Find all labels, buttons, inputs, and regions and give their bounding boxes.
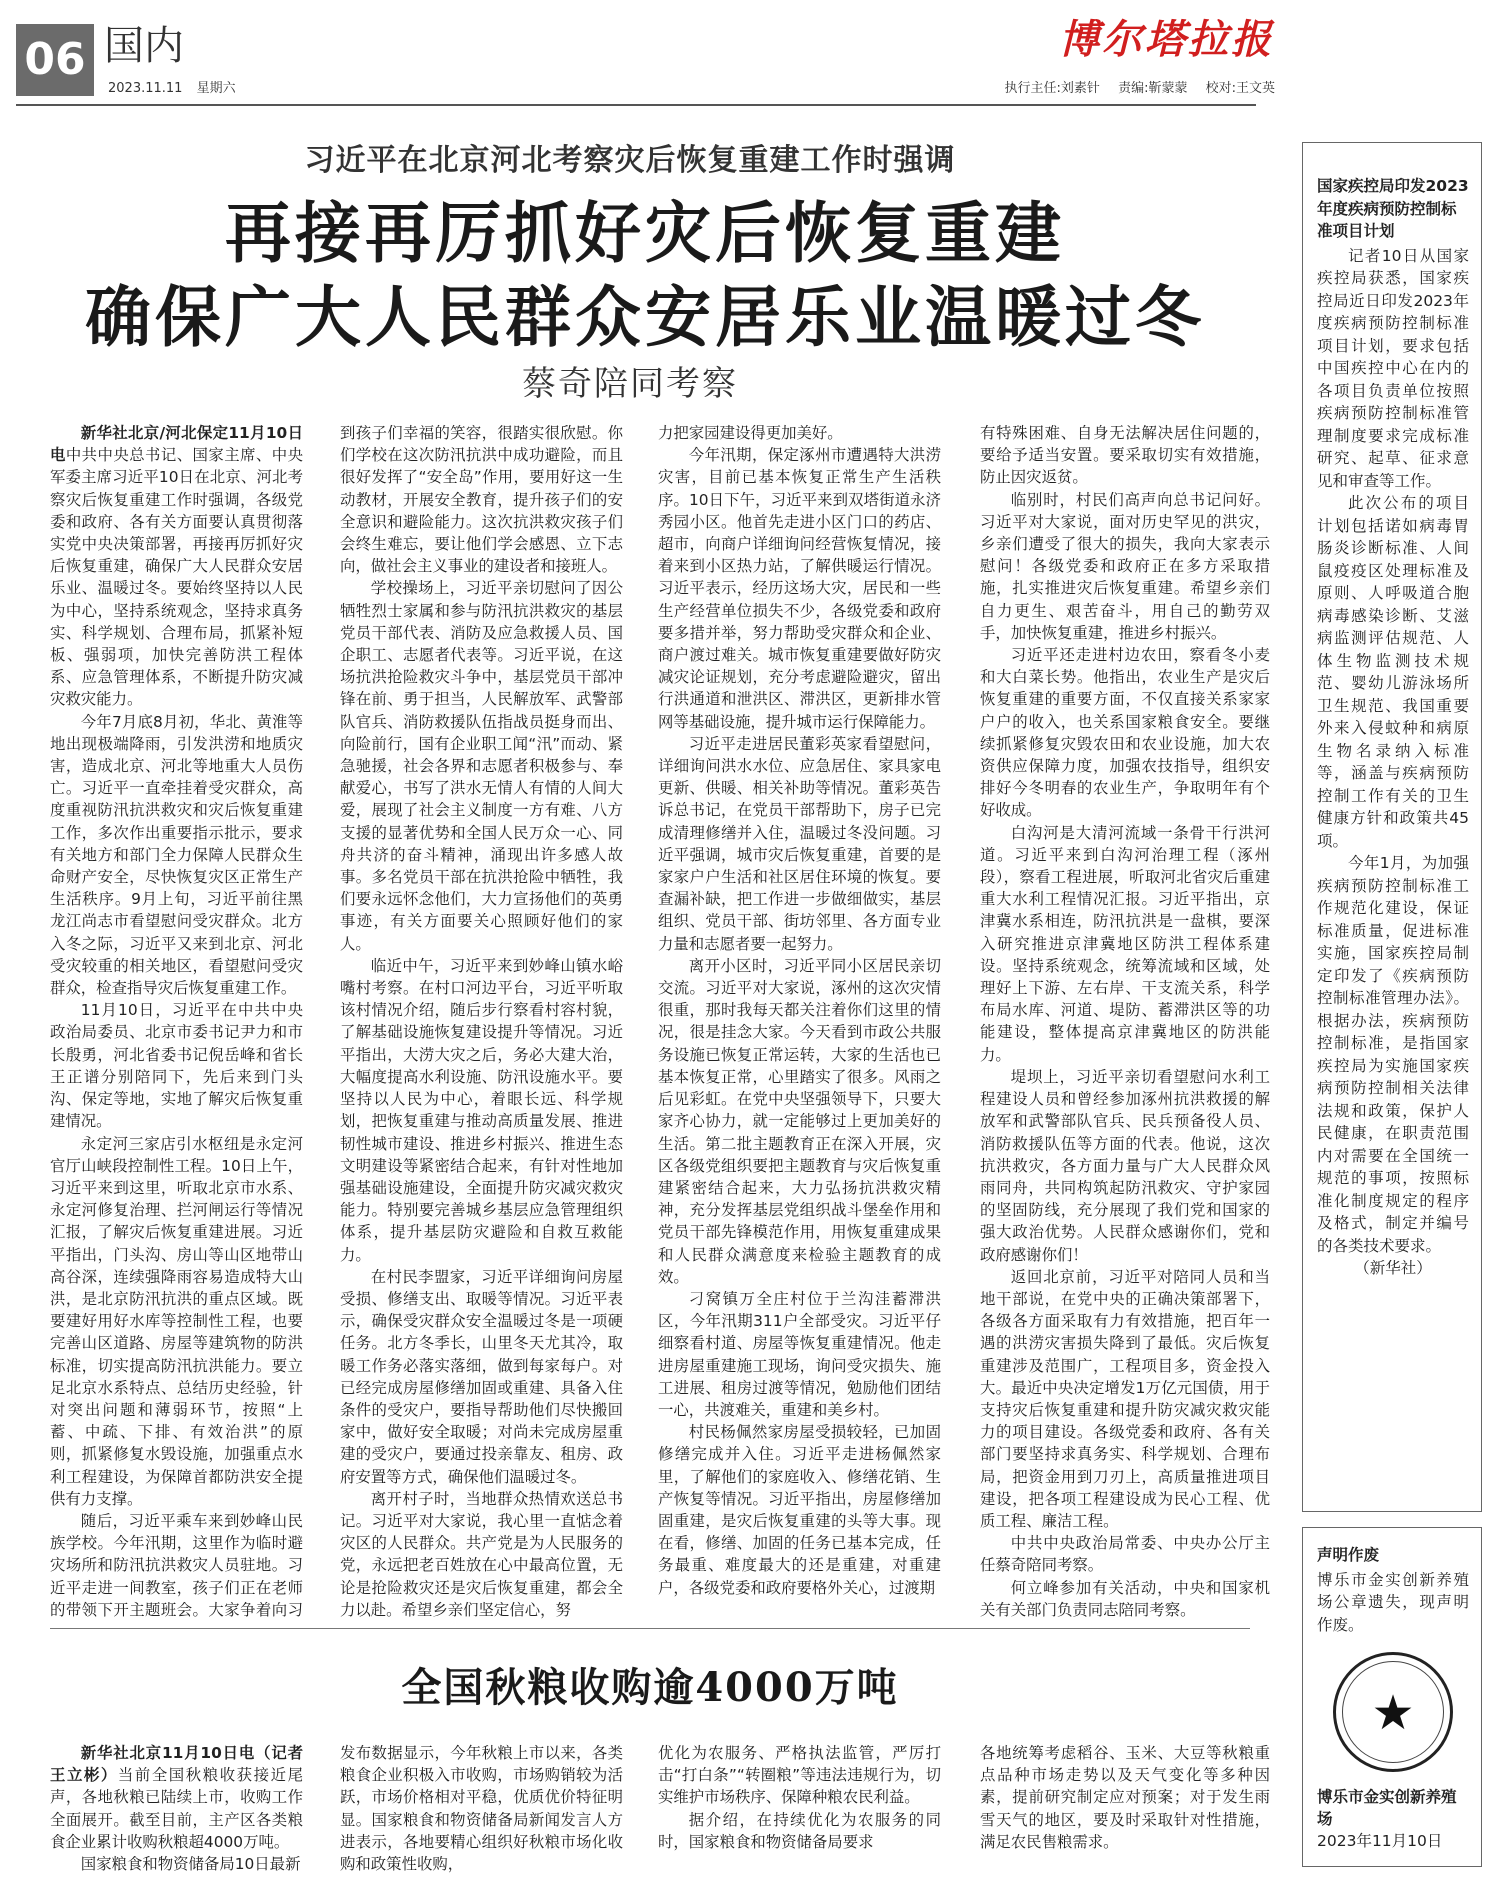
void-notice-title: 声明作废 <box>1317 1546 1380 1564</box>
paragraph: 中共中央政治局常委、中央办公厅主任蔡奇陪同考察。 <box>980 1534 1270 1575</box>
notice-source: （新华社） <box>1354 1259 1432 1277</box>
paragraph: 到孩子们幸福的笑容，很踏实很欣慰。你们学校在这次防汛抗洪中成功避险，而且很好发挥了“安全岛”作用，要用好这一生动教材，开展安全教育，提升孩子们的安全意识和避险能力。这次抗洪救灾孩子们会终生难忘，要让他们学会感恩、立下志向，做社会主义事业的建设者和接班人。 <box>340 424 623 576</box>
paragraph: 习近平还走进村边农田，察看冬小麦和大白菜长势。他指出，农业生产是灾后恢复重建的重要方面，不仅直接关系家家户户的收入，也关系国家粮食安全。要继续抓紧修复灾毁农田和农业设施，加大农资供应保障力度，加强农技指导，组织安排好今冬明春的农业生产，争取明年有个好收成。 <box>980 646 1270 820</box>
issue-date <box>108 80 236 98</box>
notice-title: 国家疾控局印发2023年度疾病预防控制标准项目计划 <box>1317 177 1469 240</box>
paragraph: 临近中午，习近平来到妙峰山镇水峪嘴村考察。在村口河边平台，习近平听取该村情况介绍，随后步行察看村容村貌，了解基础设施恢复建设提升等情况。习近平指出，大涝大灾之后，务必大建大治，大幅度提高水利设施、防汛设施水平。要坚持以人民为中心，着眼长远、科学规划，把恢复重建与推动高质量发展、推进韧性城市建设、推进乡村振兴、推进生态文明建设等紧密结合起来，有针对性地加强基础设施建设，全面提升防灾减灾救灾能力。特别要完善城乡基层应急管理组织体系，提升基层防灾避险和自救互救能力。 <box>340 956 623 1264</box>
paragraph: 各地统筹考虑稻谷、玉米、大豆等秋粮重点品种市场走势以及天气变化等多种因素，提前研究制定应对预案；对于发生雨雪天气的地区，要及时采取针对性措施，满足农民售粮需求。 <box>980 1744 1270 1851</box>
signoff-date: 2023年11月10日 <box>1317 1832 1443 1850</box>
editor-credits <box>1005 80 1275 98</box>
paragraph: 习近平走进居民董彩英家看望慰问，详细询问洪水水位、应急居住、家具家电更新、供暖、相关补助等情况。董彩英告诉总书记，在党员干部帮助下，房子已完成清理修缮并入住，温暖过冬没问题。习近平强调，城市灾后恢复重建，首要的是家家户户生活和社区居住环境的恢复。要查漏补缺，把工作进一步做细做实，基层组织、党员干部、街坊邻里、各方面专业力量和志愿者要一起努力。 <box>658 734 941 953</box>
second-story-headline: 全国秋粮收购逾4000万吨 <box>401 1664 899 1711</box>
lead-column-3 <box>658 422 941 1622</box>
notice-box <box>1302 142 1482 1512</box>
paragraph: 优化为农服务、严格执法监管，严厉打击“打白条”“转圈粮”等违法违规行为，切实维护市场秩序、保障种粮农民利益。 <box>658 1744 941 1807</box>
paragraph: 学校操场上，习近平亲切慰问了因公牺牲烈士家属和参与防汛抗洪救灾的基层党员干部代表、消防及应急救援人员、国企职工、志愿者代表等。习近平说，在这场抗洪抢险救灾斗争中，基层党员干部冲锋在前、勇于担当，人民解放军、武警部队官兵、消防救援队伍指战员挺身而出、向险前行，国有企业职工闻“汛”而动、紧急驰援，社会各界和志愿者积极参与、奉献爱心，书写了洪水无情人有情的人间大爱，展现了社会主义制度一方有难、八方支援的显著优势和全国人民万众一心、同舟共济的奋斗精神，涌现出许多感人故事。多名党员干部在抗洪抢险中牺牲，我们要永远怀念他们，大力宣扬他们的英勇事迹，有关方面要关心照顾好他们的家人。 <box>340 579 623 953</box>
paragraph: 永定河三家店引水枢纽是永定河官厅山峡段控制性工程。10日上午，习近平来到这里，听取北京市水系、永定河修复治理、拦河闸运行等情况汇报，了解灾后恢复重建进展。习近平指出，门头沟、房山等山区地带山高谷深，连续强降雨容易造成特大山洪，是北京防汛抗洪的重点区域。既要建好用好水库等控制性工程，也要完善山区道路、房屋等建筑物的防洪标准，切实提高防汛抗洪能力。要立足北京水系特点、总结历史经验，针对突出问题和薄弱环节，按照“上蓄、中疏、下排、有效治洪”的原则，抓紧修复水毁设施，加强重点水利工程建设，为保障首都防洪安全提供有力支撑。 <box>50 1134 303 1508</box>
notice-body <box>1317 245 1469 1280</box>
paragraph: 白沟河是大清河流域一条骨干行洪河道。习近平来到白沟河治理工程（涿州段），察看工程进展，听取河北省灾后重建重大水利工程情况汇报。习近平指出，京津冀水系相连，防汛抗洪是一盘棋，要深入研究推进京津冀地区防洪工程体系建设。坚持系统观念，统筹流域和区域，处理好上下游、左右岸、干支流关系，科学布局水库、河道、堤防、蓄滞洪区等的功能建设，整体提高京津冀地区的防洪能力。 <box>980 823 1270 1064</box>
paragraph: 国家粮食和物资储备局10日最新 <box>80 1855 301 1874</box>
paragraph: 返回北京前，习近平对陪同人员和当地干部说，在党中央的正确决策部署下，各级各方面采取有力有效措施，把百年一遇的洪涝灾害损失降到了最低。灾后恢复重建涉及范围广，工程项目多，资金投入大。最近中央决定增发1万亿元国债，用于支持灾后恢复重建和提升防灾减灾救灾能力的项目建设。各级党委和政府、各有关部门要坚持求真务实、科学规划、合理布局，把资金用到刀刃上，高质量推进项目建设，把各项工程建设成为民心工程、优质工程、廉洁工程。 <box>980 1267 1270 1530</box>
section-title: 国内 <box>104 23 184 69</box>
paragraph: 堤坝上，习近平亲切看望慰问水利工程建设人员和曾经参加涿州抗洪救援的解放军和武警部队官兵、民兵预备役人员、消防救援队伍等方面的代表。他说，这次抗洪救灾，各方面力量与广大人民群众风雨同舟，共同构筑起防汛救灾、守护家园的坚固防线，充分展现了我们党和国家的强大政治优势。人民群众感谢你们，党和政府感谢你们！ <box>980 1067 1270 1264</box>
newspaper-logo: 博尔塔拉报 <box>1059 16 1274 63</box>
company-seal <box>1333 1652 1453 1772</box>
paragraph: 有特殊困难、自身无法解决居住问题的，要给予适当安置。要采取切实有效措施，防止因灾返贫。 <box>980 424 1270 487</box>
paragraph: 今年1月，为加强疾病预防控制标准工作规范化建设，保证标准质量，促进标准实施，国家疾控局制定印发了《疾病预防控制标准管理办法》。根据办法，疾病预防控制标准，是指国家疾控局为实施国家疾病预防控制相关法律法规和政策，保护人民健康，在职责范围内对需要在全国统一规范的事项，按照标准化制度规定的程序及格式，制定并编号的各类技术要求。 <box>1317 854 1469 1255</box>
paragraph: 离开村子时，当地群众热情欢送总书记。习近平对大家说，我心里一直惦念着灾区的人民群众。共产党是为人民服务的党，永远把老百姓放在心中最高位置，无论是抢险救灾还是灾后恢复重建，都会全力以赴。希望乡亲们坚定信心，努 <box>340 1489 623 1619</box>
seal-star-icon: ★ <box>1371 1685 1415 1741</box>
void-notice-body: 博乐市金实创新养殖场公章遗失，现声明作废。 <box>1317 1570 1469 1634</box>
paragraph: 此次公布的项目计划包括诺如病毒胃肠炎诊断标准、人间鼠疫疫区处理标准及原则、人呼吸道合胞病毒感染诊断、艾滋病监测评估规范、人体生物监测技术规范、婴幼儿游泳场所卫生规范、我国重要外来入侵蚊种和病原生物名录纳入标准等，涵盖与疾病预防控制工作有关的卫生健康方针和政策共45项。 <box>1317 494 1469 850</box>
lead-dateline: 新华社北京/河北保定11月10日电 <box>50 424 303 465</box>
paragraph: 发布数据显示，今年秋粮上市以来，各类粮食企业积极入市收购，市场购销较为活跃，市场价格相对平稳，优质优价特征明显。国家粮食和物资储备局新闻发言人方进表示，各地要精心组织好秋粮市场化收购和政策性收购， <box>340 1744 623 1874</box>
story-divider <box>50 1628 1250 1629</box>
lead-headline <box>30 192 1260 360</box>
lead-subhead: 蔡奇陪同考察 <box>522 364 738 404</box>
paragraph: 力把家园建设得更加美好。 <box>658 424 843 442</box>
lead-column-1 <box>50 422 303 1622</box>
lead-column-4 <box>980 422 1270 1622</box>
paragraph: 刁窝镇万全庄村位于兰沟洼蓄滞洪区，今年汛期311户全部受灾。习近平仔细察看村道、房屋等恢复重建情况。他走进房屋重建施工现场，询问受灾损失、施工进展、租房过渡等情况，勉励他们团结一心，共渡难关，重建和美乡村。 <box>658 1289 941 1419</box>
signoff-name: 博乐市金实创新养殖场 <box>1317 1788 1457 1828</box>
paragraph: 当前全国秋粮收获接近尾声，各地秋粮已陆续上市，收购工作全面展开。截至目前，主产区各类粮食企业累计收购秋粮超4000万吨。 <box>50 1766 303 1851</box>
paragraph: 记者10日从国家疾控局获悉，国家疾控局近日印发2023年度疾病预防控制标准项目计划，要求包括中国疾控中心在内的各项目负责单位按照疾病预防控制标准管理制度要求完成标准研究、起草、征求意见和审查等工作。 <box>1317 246 1469 490</box>
paragraph: 今年7月底8月初，华北、黄淮等地出现极端降雨，引发洪涝和地质灾害，造成北京、河北等地重大人员伤亡。习近平一直牵挂着受灾群众，高度重视防汛抗洪救灾和灾后恢复重建工作，多次作出重要指示批示，要求有关地方和部门全力保障人民群众生命财产安全，尽快恢复灾区正常生产生活秩序。9月上旬，习近平前往黑龙江尚志市看望慰问受灾群众。北方入冬之际，习近平又来到北京、河北受灾较重的相关地区，看望慰问受灾群众，检查指导灾后恢复重建工作。 <box>50 712 303 998</box>
paragraph: 中共中央总书记、国家主席、中央军委主席习近平10日在北京、河北考察灾后恢复重建工作时强调，各级党委和政府、各有关方面要认真贯彻落实党中央决策部署，再接再厉抓好灾后恢复重建，确保广大人民群众安居乐业、温暖过冬。要始终坚持以人民为中心，坚持系统观念，坚持求真务实、科学规划、合理布局，抓紧补短板、强弱项，加快完善防洪工程体系、应急管理体系，不断提升防灾减灾救灾能力。 <box>50 446 303 709</box>
lead-column-2 <box>340 422 623 1622</box>
paragraph: 临别时，村民们高声向总书记问好。习近平对大家说，面对历史罕见的洪灾，乡亲们遭受了很大的损失，我向大家表示慰问！各级党委和政府正在多方采取措施，扎实推进灾后恢复重建。希望乡亲们自力更生、艰苦奋斗，用自己的勤劳双手，加快恢复重建，推进乡村振兴。 <box>980 490 1270 642</box>
paragraph: 在村民李盟家，习近平详细询问房屋受损、修缮支出、取暖等情况。习近平表示，确保受灾群众安全温暖过冬是一项硬任务。北方冬季长，山里冬天尤其冷，取暖工作务必落实落细，做到每家每户。对已经完成房屋修缮加固或重建、具备入住条件的受灾户，要指导帮助他们尽快搬回家中，做好安全取暖；对尚未完成房屋重建的受灾户，要通过投亲靠友、租房、政府安置等方式，确保他们温暖过冬。 <box>340 1267 623 1486</box>
second-column-1 <box>50 1742 303 1878</box>
second-column-4 <box>980 1742 1270 1878</box>
paragraph: 11月10日，习近平在中共中央政治局委员、北京市委书记尹力和市长殷勇，河北省委书记倪岳峰和省长王正谱分别陪同下，先后来到门头沟、保定等地，实地了解灾后恢复重建情况。 <box>50 1001 303 1131</box>
paragraph: 何立峰参加有关活动，中央和国家机关有关部门负责同志陪同考察。 <box>980 1578 1270 1619</box>
paragraph: 据介绍，在持续优化为农服务的同时，国家粮食和物资储备局要求 <box>658 1810 941 1851</box>
page-number: 06 <box>16 24 94 96</box>
date-text: 2023.11.11 <box>108 81 183 96</box>
sidebar <box>1302 142 1482 1867</box>
editor: 责编:靳蒙蒙 <box>1118 81 1188 96</box>
proofreader: 校对:王文英 <box>1205 81 1275 96</box>
paragraph: 村民杨佩然家房屋受损较轻，已加固修缮完成并入住。习近平走进杨佩然家里，了解他们的家庭收入、修缮花销、生产恢复等情况。习近平指出，房屋修缮加固重建，是灾后恢复重建的头等大事。现在看，修缮、加固的任务已基本完成，任务最重、难度最大的还是重建，对重建户，各级党委和政府要格外关心，过渡期 <box>658 1423 941 1597</box>
headline-line-1: 再接再厉抓好灾后恢复重建 <box>225 195 1065 272</box>
chief-editor: 执行主任:刘素针 <box>1004 81 1100 96</box>
second-column-2 <box>340 1742 623 1878</box>
lead-kicker: 习近平在北京河北考察灾后恢复重建工作时强调 <box>304 143 956 178</box>
paragraph: 今年汛期，保定涿州市遭遇特大洪涝灾害，目前已基本恢复正常生产生活秩序。10日下午，习近平来到双塔街道永济秀园小区。他首先走进小区门口的药店、超市，向商户详细询问经营恢复情况，接着来到小区热力站，了解供暖运行情况。习近平表示，经历这场大灾，居民和一些生产经营单位损失不少，各级党委和政府要多措并举，努力帮助受灾群众和企业、商户渡过难关。城市恢复重建要做好防灾减灾论证规划，充分考虑避险避灾，留出行洪通道和泄洪区、滞洪区，更新排水管网等基础设施，提升城市运行保障能力。 <box>658 446 941 731</box>
paragraph: 随后，习近平乘车来到妙峰山民族学校。今年汛期，这里作为临时避灾场所和防汛抗洪救灾人员驻地。习近平走进一间教室，孩子们正在老师的带领下开主题班会。大家争着向习 <box>50 1511 303 1619</box>
second-column-3 <box>658 1742 941 1878</box>
weekday-text: 星期六 <box>196 81 236 96</box>
second-dateline: 新华社北京11月10日电（记者王立彬） <box>50 1744 303 1785</box>
paragraph: 离开小区时，习近平同小区居民亲切交流。习近平对大家说，涿州的这次灾情很重，那时我每天都关注着你们这里的情况，很是挂念大家。今天看到市政公共服务设施已恢复正常运转，大家的生活也已基本恢复正常，心里踏实了很多。风雨之后见彩虹。在党中央坚强领导下，只要大家齐心协力，就一定能够过上更加美好的生活。第二批主题教育正在深入开展，灾区各级党组织要把主题教育与灾后恢复重建紧密结合起来，大力弘扬抗洪救灾精神，充分发挥基层党组织战斗堡垒作用和党员干部先锋模范作用，用恢复重建成果和人民群众满意度来检验主题教育的成效。 <box>658 956 941 1286</box>
headline-line-2: 确保广大人民群众安居乐业温暖过冬 <box>85 279 1205 356</box>
masthead-divider <box>16 104 1256 106</box>
void-notice-box <box>1302 1527 1482 1867</box>
